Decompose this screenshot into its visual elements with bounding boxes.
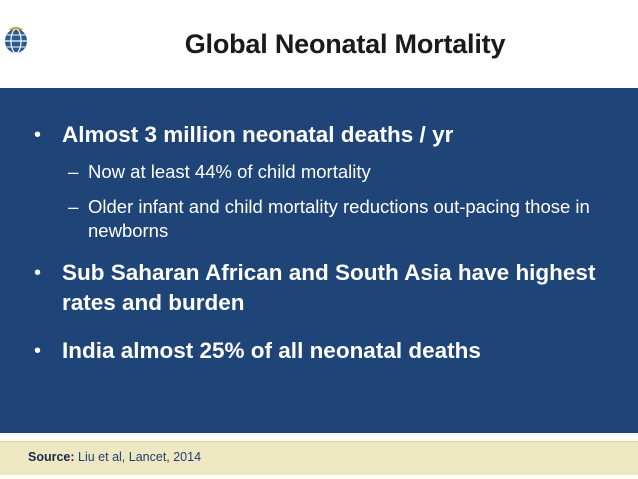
bullet-text: Sub Saharan African and South Asia have highest rates and burden: [62, 260, 596, 315]
sub-bullet-text: Older infant and child mortality reductions out-pacing those in newborns: [88, 196, 590, 241]
content-panel: [0, 88, 638, 433]
bullet-dot-icon: •: [34, 340, 42, 362]
bullet-text: Almost 3 million neonatal deaths / yr: [62, 122, 454, 147]
source-reference: Liu et al, Lancet, 2014: [78, 450, 202, 464]
sub-bullet-item: [68, 195, 608, 243]
bullet-text: India almost 25% of all neonatal deaths: [62, 338, 481, 363]
source-label: Source:: [28, 450, 75, 464]
slide-title: Global Neonatal Mortality: [184, 28, 506, 59]
sub-bullet-text: Now at least 44% of child mortality: [88, 161, 371, 182]
source-citation: [28, 450, 618, 468]
bullet-list: [0, 88, 638, 433]
sub-bullet-dash-icon: –: [68, 161, 79, 182]
bullet-dot-icon: •: [34, 262, 42, 284]
sub-bullet-dash-icon: –: [68, 196, 79, 217]
bullet-item: [34, 258, 624, 318]
globe-logo-icon: [3, 26, 29, 56]
bullet-item: [34, 120, 624, 150]
source-footer: [0, 441, 638, 475]
sub-bullet-item: [68, 160, 608, 184]
bullet-dot-icon: •: [34, 124, 42, 146]
bullet-item: [34, 336, 624, 366]
slide-header: [0, 0, 638, 88]
